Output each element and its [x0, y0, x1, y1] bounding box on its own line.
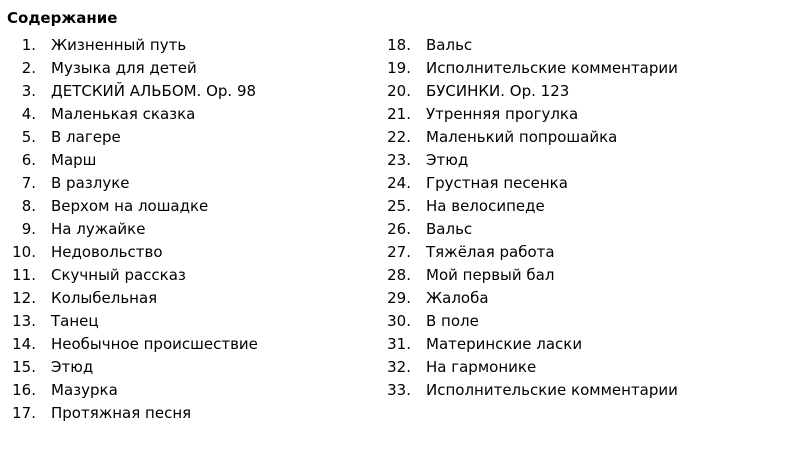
toc-item-number: 12.: [12, 289, 36, 307]
toc-item[interactable]: [0, 195, 375, 218]
toc-item-label[interactable]: Протяжная песня: [51, 404, 192, 422]
toc-item[interactable]: [0, 34, 375, 57]
toc-item-label[interactable]: БУСИНКИ. Op. 123: [426, 82, 570, 100]
toc-list-left: [0, 34, 375, 425]
toc-item[interactable]: [375, 80, 788, 103]
toc-item-label[interactable]: Материнские ласки: [426, 335, 583, 353]
toc-item-label[interactable]: Мазурка: [51, 381, 118, 399]
toc-item-label[interactable]: Грустная песенка: [426, 174, 568, 192]
toc-item-number: 32.: [387, 358, 411, 376]
toc-item[interactable]: [375, 149, 788, 172]
toc-item-number: 30.: [387, 312, 411, 330]
toc-item-label[interactable]: Тяжёлая работа: [426, 243, 555, 261]
toc-item-number: 13.: [12, 312, 36, 330]
toc-item-label[interactable]: Необычное происшествие: [51, 335, 258, 353]
page-title: Содержание: [7, 9, 118, 27]
toc-item[interactable]: [375, 310, 788, 333]
toc-item-number: 10.: [12, 243, 36, 261]
toc-item-number: 11.: [12, 266, 36, 284]
toc-item[interactable]: [375, 333, 788, 356]
toc-item[interactable]: [375, 356, 788, 379]
toc-item-number: 26.: [387, 220, 411, 238]
toc-item-number: 3.: [21, 82, 36, 100]
toc-item-label[interactable]: Мой первый бал: [426, 266, 555, 284]
toc-item-number: 27.: [387, 243, 411, 261]
toc-item-number: 21.: [387, 105, 411, 123]
toc-item-number: 29.: [387, 289, 411, 307]
toc-item[interactable]: [0, 80, 375, 103]
toc-item-number: 17.: [12, 404, 36, 422]
toc-item[interactable]: [375, 241, 788, 264]
toc-item[interactable]: [375, 172, 788, 195]
toc-item-label[interactable]: Недовольство: [51, 243, 163, 261]
toc-item[interactable]: [375, 103, 788, 126]
toc-item-number: 2.: [21, 59, 36, 77]
toc-item-number: 14.: [12, 335, 36, 353]
toc-item-number: 8.: [21, 197, 36, 215]
toc-item[interactable]: [375, 195, 788, 218]
toc-item-label[interactable]: Скучный рассказ: [51, 266, 186, 284]
toc-item[interactable]: [0, 218, 375, 241]
toc-item[interactable]: [375, 379, 788, 402]
toc-item-label[interactable]: Исполнительские комментарии: [426, 381, 678, 399]
toc-item[interactable]: [375, 126, 788, 149]
toc-item-label[interactable]: В поле: [426, 312, 479, 330]
toc-item-number: 18.: [387, 36, 411, 54]
toc-item-label[interactable]: Вальс: [426, 36, 473, 54]
toc-item-number: 1.: [21, 36, 36, 54]
toc-item-label[interactable]: Танец: [51, 312, 99, 330]
toc-item-label[interactable]: Этюд: [51, 358, 94, 376]
toc-item-number: 19.: [387, 59, 411, 77]
toc-item[interactable]: [0, 172, 375, 195]
toc-item[interactable]: [375, 57, 788, 80]
toc-item-label[interactable]: Верхом на лошадке: [51, 197, 209, 215]
toc-item-number: 23.: [387, 151, 411, 169]
toc-item-label[interactable]: Жизненный путь: [51, 36, 187, 54]
toc-item[interactable]: [0, 149, 375, 172]
toc-item-number: 15.: [12, 358, 36, 376]
toc-item[interactable]: [0, 310, 375, 333]
toc-item[interactable]: [0, 57, 375, 80]
toc-item-number: 28.: [387, 266, 411, 284]
toc-item[interactable]: [375, 264, 788, 287]
toc-item-label[interactable]: Жалоба: [426, 289, 489, 307]
toc-item-label[interactable]: На лужайке: [51, 220, 146, 238]
toc-item-number: 20.: [387, 82, 411, 100]
toc-item[interactable]: [0, 241, 375, 264]
toc-item[interactable]: [0, 287, 375, 310]
toc-item-number: 4.: [21, 105, 36, 123]
toc-item-label[interactable]: В разлуке: [51, 174, 130, 192]
toc-item-number: 6.: [21, 151, 36, 169]
toc-item[interactable]: [375, 34, 788, 57]
toc-item-label[interactable]: На гармонике: [426, 358, 537, 376]
toc-item[interactable]: [375, 287, 788, 310]
toc-item[interactable]: [0, 126, 375, 149]
toc-item-label[interactable]: Исполнительские комментарии: [426, 59, 678, 77]
toc-item-number: 9.: [21, 220, 36, 238]
toc-item-label[interactable]: Маленькая сказка: [51, 105, 196, 123]
toc-item-label[interactable]: Марш: [51, 151, 97, 169]
toc-item-number: 25.: [387, 197, 411, 215]
toc-item[interactable]: [0, 402, 375, 425]
toc-item-number: 5.: [21, 128, 36, 146]
toc-item-label[interactable]: Этюд: [426, 151, 469, 169]
toc-item-number: 7.: [21, 174, 36, 192]
toc-item-label[interactable]: Маленький попрошайка: [426, 128, 618, 146]
toc-item-number: 31.: [387, 335, 411, 353]
toc-item[interactable]: [0, 356, 375, 379]
toc-item-number: 22.: [387, 128, 411, 146]
toc-list-right: [375, 34, 788, 402]
toc-item[interactable]: [0, 333, 375, 356]
toc-item-label[interactable]: Музыка для детей: [51, 59, 197, 77]
toc-item[interactable]: [375, 218, 788, 241]
toc-item-number: 33.: [387, 381, 411, 399]
toc-item-number: 24.: [387, 174, 411, 192]
toc-item-label[interactable]: ДЕТСКИЙ АЛЬБОМ. Op. 98: [51, 82, 257, 100]
toc-item-label[interactable]: В лагере: [51, 128, 121, 146]
toc-item[interactable]: [0, 264, 375, 287]
toc-item-label[interactable]: Колыбельная: [51, 289, 158, 307]
toc-item-label[interactable]: Вальс: [426, 220, 473, 238]
toc-item-number: 16.: [12, 381, 36, 399]
toc-item[interactable]: [0, 103, 375, 126]
toc-item-label[interactable]: На велосипеде: [426, 197, 545, 215]
toc-item[interactable]: [0, 379, 375, 402]
toc-item-label[interactable]: Утренняя прогулка: [426, 105, 579, 123]
